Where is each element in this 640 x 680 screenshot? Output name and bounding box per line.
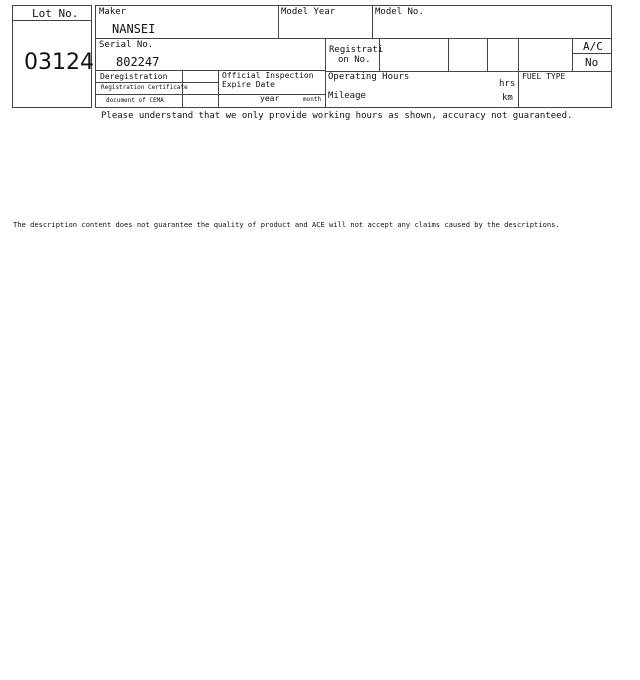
dereg-row1 [95,82,218,83]
col-ac-left [572,38,573,71]
maker-label: Maker [99,7,127,17]
maker-value: NANSEI [112,22,156,36]
model-no-label: Model No. [375,7,424,17]
registration-certificate-label: Registration Certificate [101,84,188,91]
operating-hours-label: Operating Hours [328,72,410,82]
deregistration-label: Deregistration [100,72,168,81]
model-year-label: Model Year [281,7,336,17]
inspection-month-label: month [303,96,322,103]
description-disclaimer: The description content does not guarantee the quality of product and ACE will not accept any claims caused by the descriptions. [13,220,560,229]
lot-divider [12,20,92,21]
serial-value: 802247 [116,55,160,69]
ac-divider [572,53,612,54]
hours-disclaimer: Please understand that we only provide working hours as shown, accuracy not guaranteed. [101,111,573,121]
lot-label: Lot No. [32,7,79,20]
serial-label: Serial No. [99,40,154,50]
col-maker-right [278,5,279,38]
ac-label: A/C [583,40,603,53]
col-modelyear-right [372,5,373,38]
registration-label-line2: on No. [338,55,371,65]
inspection-year-label: year [260,94,280,103]
registration-label-line1: Registrati [329,45,384,55]
dereg-row2 [95,94,325,95]
operating-hours-unit: hrs [499,79,516,89]
inspection-label-line2: Expire Date [222,80,275,89]
mileage-unit: km [502,93,513,103]
mileage-label: Mileage [328,91,366,101]
col-reg-2 [487,38,488,71]
col-fuel-left [518,38,519,108]
col-serial-right [325,38,326,108]
col-inspection-left [218,70,219,108]
lot-number: 03124 [24,50,94,75]
cema-document-label: document of CEMA [106,97,164,104]
ac-value: No [585,56,599,69]
inspection-label-line1: Official Inspection [222,71,314,80]
row1-bottom [95,38,612,39]
col-reg-1 [448,38,449,71]
fuel-type-label: FUEL TYPE [522,72,566,81]
